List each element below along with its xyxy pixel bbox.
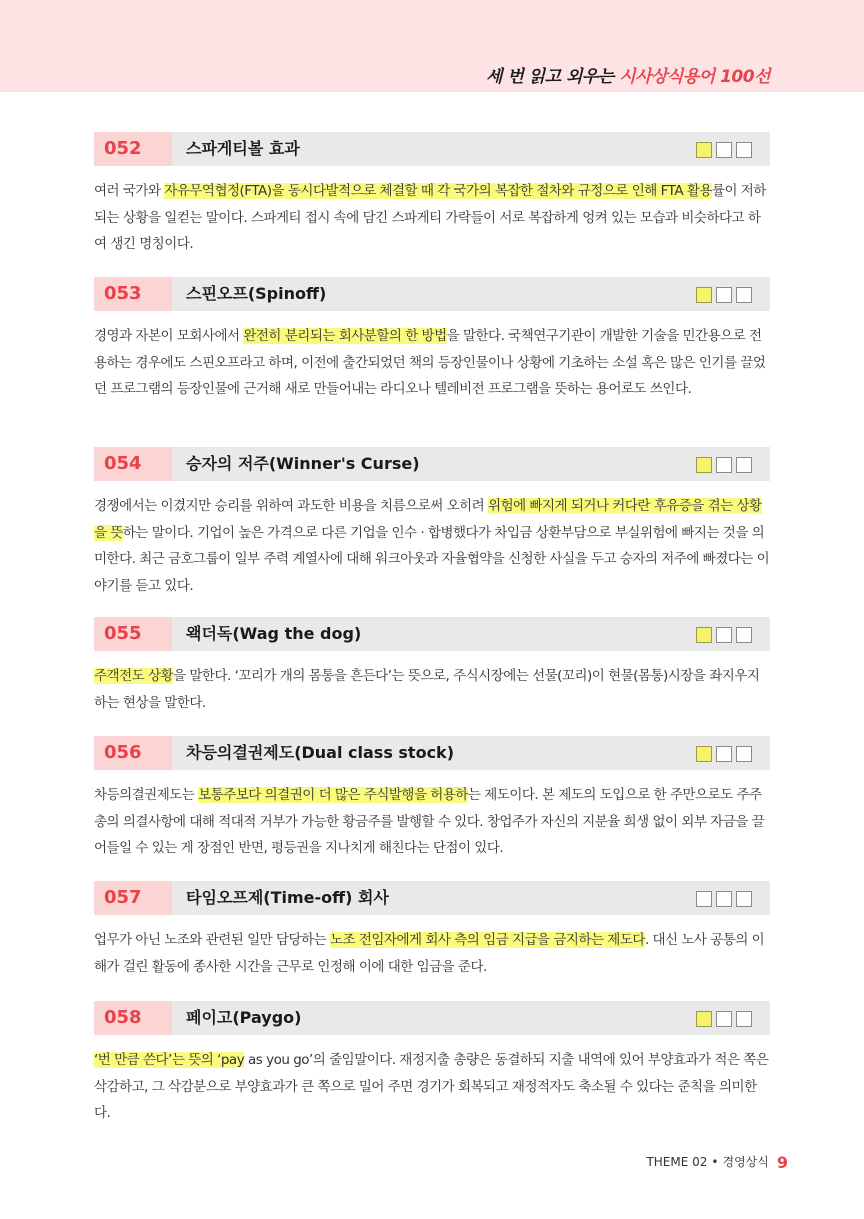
highlighted-text: 완전히 분리되는 회사분할의 한 방법 xyxy=(243,328,447,344)
term-description: 경쟁에서는 이겼지만 승리를 위하여 과도한 비용을 치름으로써 오히려 위험에 빠지게 되거나 커다란 후유증을 겪는 상황을 뜻하는 말이다. 기업이 높은 가격으로 다른 기업을 인수 · 합병했다가 차입금 상환부담으로 부실위험에 빠지는 것을 의미한다. 최근 금호그룹이 일부 주력 계열사에 대해 워크아웃과 자율협약을 신청한 사실을 두고 승자의 저주에 빠졌다는 이야기를 듣고 있다. xyxy=(94,498,770,594)
page-number: 9 xyxy=(776,1153,788,1172)
series-title-highlight: 시사상식용어 100선 xyxy=(619,67,770,87)
review-checkboxes xyxy=(692,627,752,643)
term-description: ‘번 만큼 쓴다’는 뜻의 ‘pay as you go’의 줄임말이다. 재정지출 총량은 동결하되 지출 내역에 있어 부양효과가 적은 쪽은 삭감하고, 그 삭감분으로 부양효과가 큰 쪽으로 밀어 주면 경기가 회복되고 재정적자도 축소될 수 있다는 준칙을 의미한다. xyxy=(94,1052,769,1121)
term-bar xyxy=(94,881,770,915)
review-checkbox-2[interactable] xyxy=(716,457,732,473)
series-title-prefix: 세 번 읽고 외우는 xyxy=(486,67,620,87)
review-checkbox-2[interactable] xyxy=(716,142,732,158)
review-checkboxes xyxy=(692,746,752,762)
review-checkboxes xyxy=(692,287,752,303)
highlighted-text: 주객전도 상황 xyxy=(94,668,174,684)
term-title: 페이고(Paygo) xyxy=(186,1008,302,1027)
term-bar xyxy=(94,277,770,311)
review-checkbox-1[interactable] xyxy=(696,746,712,762)
review-checkbox-3[interactable] xyxy=(736,287,752,303)
term-description: 주객전도 상황을 말한다. ‘꼬리가 개의 몸통을 흔든다’는 뜻으로, 주식시장에는 선물(꼬리)이 현물(몸통)시장을 좌지우지하는 현상을 말한다. xyxy=(94,668,760,711)
term-number: 056 xyxy=(94,736,172,770)
term-number: 053 xyxy=(94,277,172,311)
review-checkbox-3[interactable] xyxy=(736,1011,752,1027)
review-checkboxes xyxy=(692,142,752,158)
term-bar xyxy=(94,132,770,166)
footer-section: 경영상식 xyxy=(722,1155,769,1169)
term-bar xyxy=(94,447,770,481)
term-title: 승자의 저주(Winner's Curse) xyxy=(186,454,420,473)
review-checkbox-3[interactable] xyxy=(736,891,752,907)
review-checkbox-2[interactable] xyxy=(716,1011,732,1027)
term-bar xyxy=(94,617,770,651)
footer-theme: THEME 02 xyxy=(646,1155,708,1169)
review-checkbox-1[interactable] xyxy=(696,891,712,907)
term-entry-052 xyxy=(94,132,770,258)
review-checkbox-1[interactable] xyxy=(696,457,712,473)
highlighted-text: 보통주보다 의결권이 더 많은 주식발행을 허용하 xyxy=(198,787,468,803)
term-title: 차등의결권제도(Dual class stock) xyxy=(186,743,455,762)
term-number: 054 xyxy=(94,447,172,481)
review-checkbox-1[interactable] xyxy=(696,142,712,158)
term-number: 058 xyxy=(94,1001,172,1035)
term-bar xyxy=(94,1001,770,1035)
review-checkbox-1[interactable] xyxy=(696,1011,712,1027)
term-number: 055 xyxy=(94,617,172,651)
page-footer xyxy=(646,1153,788,1172)
highlighted-text: 노조 전임자에게 회사 측의 임금 지급을 금지하는 제도다 xyxy=(329,932,645,948)
term-entry-055 xyxy=(94,617,770,716)
term-entry-053 xyxy=(94,277,770,403)
review-checkboxes xyxy=(692,1011,752,1027)
term-description: 여러 국가와 자유무역협정(FTA)을 동시다발적으로 체결할 때 각 국가의 복잡한 절차와 규정으로 인해 FTA 활용률이 저하되는 상황을 일컫는 말이다. 스파게티 접시 속에 담긴 스파게티 가락들이 서로 복잡하게 엉켜 있는 모습과 비슷하다고 하여 생긴 명칭이다. xyxy=(94,183,766,252)
term-number: 052 xyxy=(94,132,172,166)
series-title xyxy=(486,62,770,87)
review-checkboxes xyxy=(692,891,752,907)
review-checkbox-1[interactable] xyxy=(696,627,712,643)
term-entry-058 xyxy=(94,1001,770,1127)
review-checkbox-3[interactable] xyxy=(736,627,752,643)
term-entry-056 xyxy=(94,736,770,862)
term-title: 왝더독(Wag the dog) xyxy=(186,624,362,643)
term-title: 타임오프제(Time-off) 회사 xyxy=(186,888,389,907)
review-checkbox-3[interactable] xyxy=(736,142,752,158)
term-entry-057 xyxy=(94,881,770,980)
review-checkbox-3[interactable] xyxy=(736,746,752,762)
highlighted-text: ‘번 만큼 쓴다’는 뜻의 ‘pay xyxy=(94,1052,245,1068)
highlighted-text: 자유무역협정(FTA)을 동시다발적으로 체결할 때 각 국가의 복잡한 절차와 규정으로 인해 FTA 활용 xyxy=(164,183,712,199)
review-checkbox-2[interactable] xyxy=(716,746,732,762)
term-title: 스핀오프(Spinoff) xyxy=(186,284,327,303)
review-checkbox-1[interactable] xyxy=(696,287,712,303)
term-description: 차등의결권제도는 보통주보다 의결권이 더 많은 주식발행을 허용하는 제도이다. 본 제도의 도입으로 한 주만으로도 주주총의 의결사항에 대해 적대적 거부가 가능한 황금주를 발행할 수 있다. 창업주가 자신의 지분율 희생 없이 외부 자금을 끌어들일 수 있는 게 장점인 반면, 평등권을 지나치게 해친다는 단점이 있다. xyxy=(94,787,765,856)
footer-dot: • xyxy=(711,1155,719,1169)
term-number: 057 xyxy=(94,881,172,915)
review-checkbox-2[interactable] xyxy=(716,287,732,303)
review-checkbox-2[interactable] xyxy=(716,627,732,643)
review-checkbox-2[interactable] xyxy=(716,891,732,907)
term-bar xyxy=(94,736,770,770)
term-description: 업무가 아닌 노조와 관련된 일만 담당하는 노조 전임자에게 회사 측의 임금 지급을 금지하는 제도다. 대신 노사 공통의 이해가 걸린 활동에 종사한 시간을 근무로 인정해 이에 대한 임금을 준다. xyxy=(94,932,765,975)
term-title: 스파게티볼 효과 xyxy=(186,139,300,158)
highlighted-text: 위험에 빠지게 되거나 커다란 후유증을 겪는 상황을 뜻 xyxy=(94,498,762,541)
review-checkbox-3[interactable] xyxy=(736,457,752,473)
review-checkboxes xyxy=(692,457,752,473)
term-description: 경영과 자본이 모회사에서 완전히 분리되는 회사분할의 한 방법을 말한다. 국책연구기관이 개발한 기술을 민간용으로 전용하는 경우에도 스핀오프라고 하며, 이전에 출간되었던 책의 등장인물이나 상황에 기초하는 소설 혹은 많은 인기를 끌었던 프로그램의 등장인물에 근거해 새로 만들어내는 라디오나 텔레비전 프로그램을 뜻하는 용어로도 쓰인다. xyxy=(94,328,766,397)
term-entry-054 xyxy=(94,447,770,599)
